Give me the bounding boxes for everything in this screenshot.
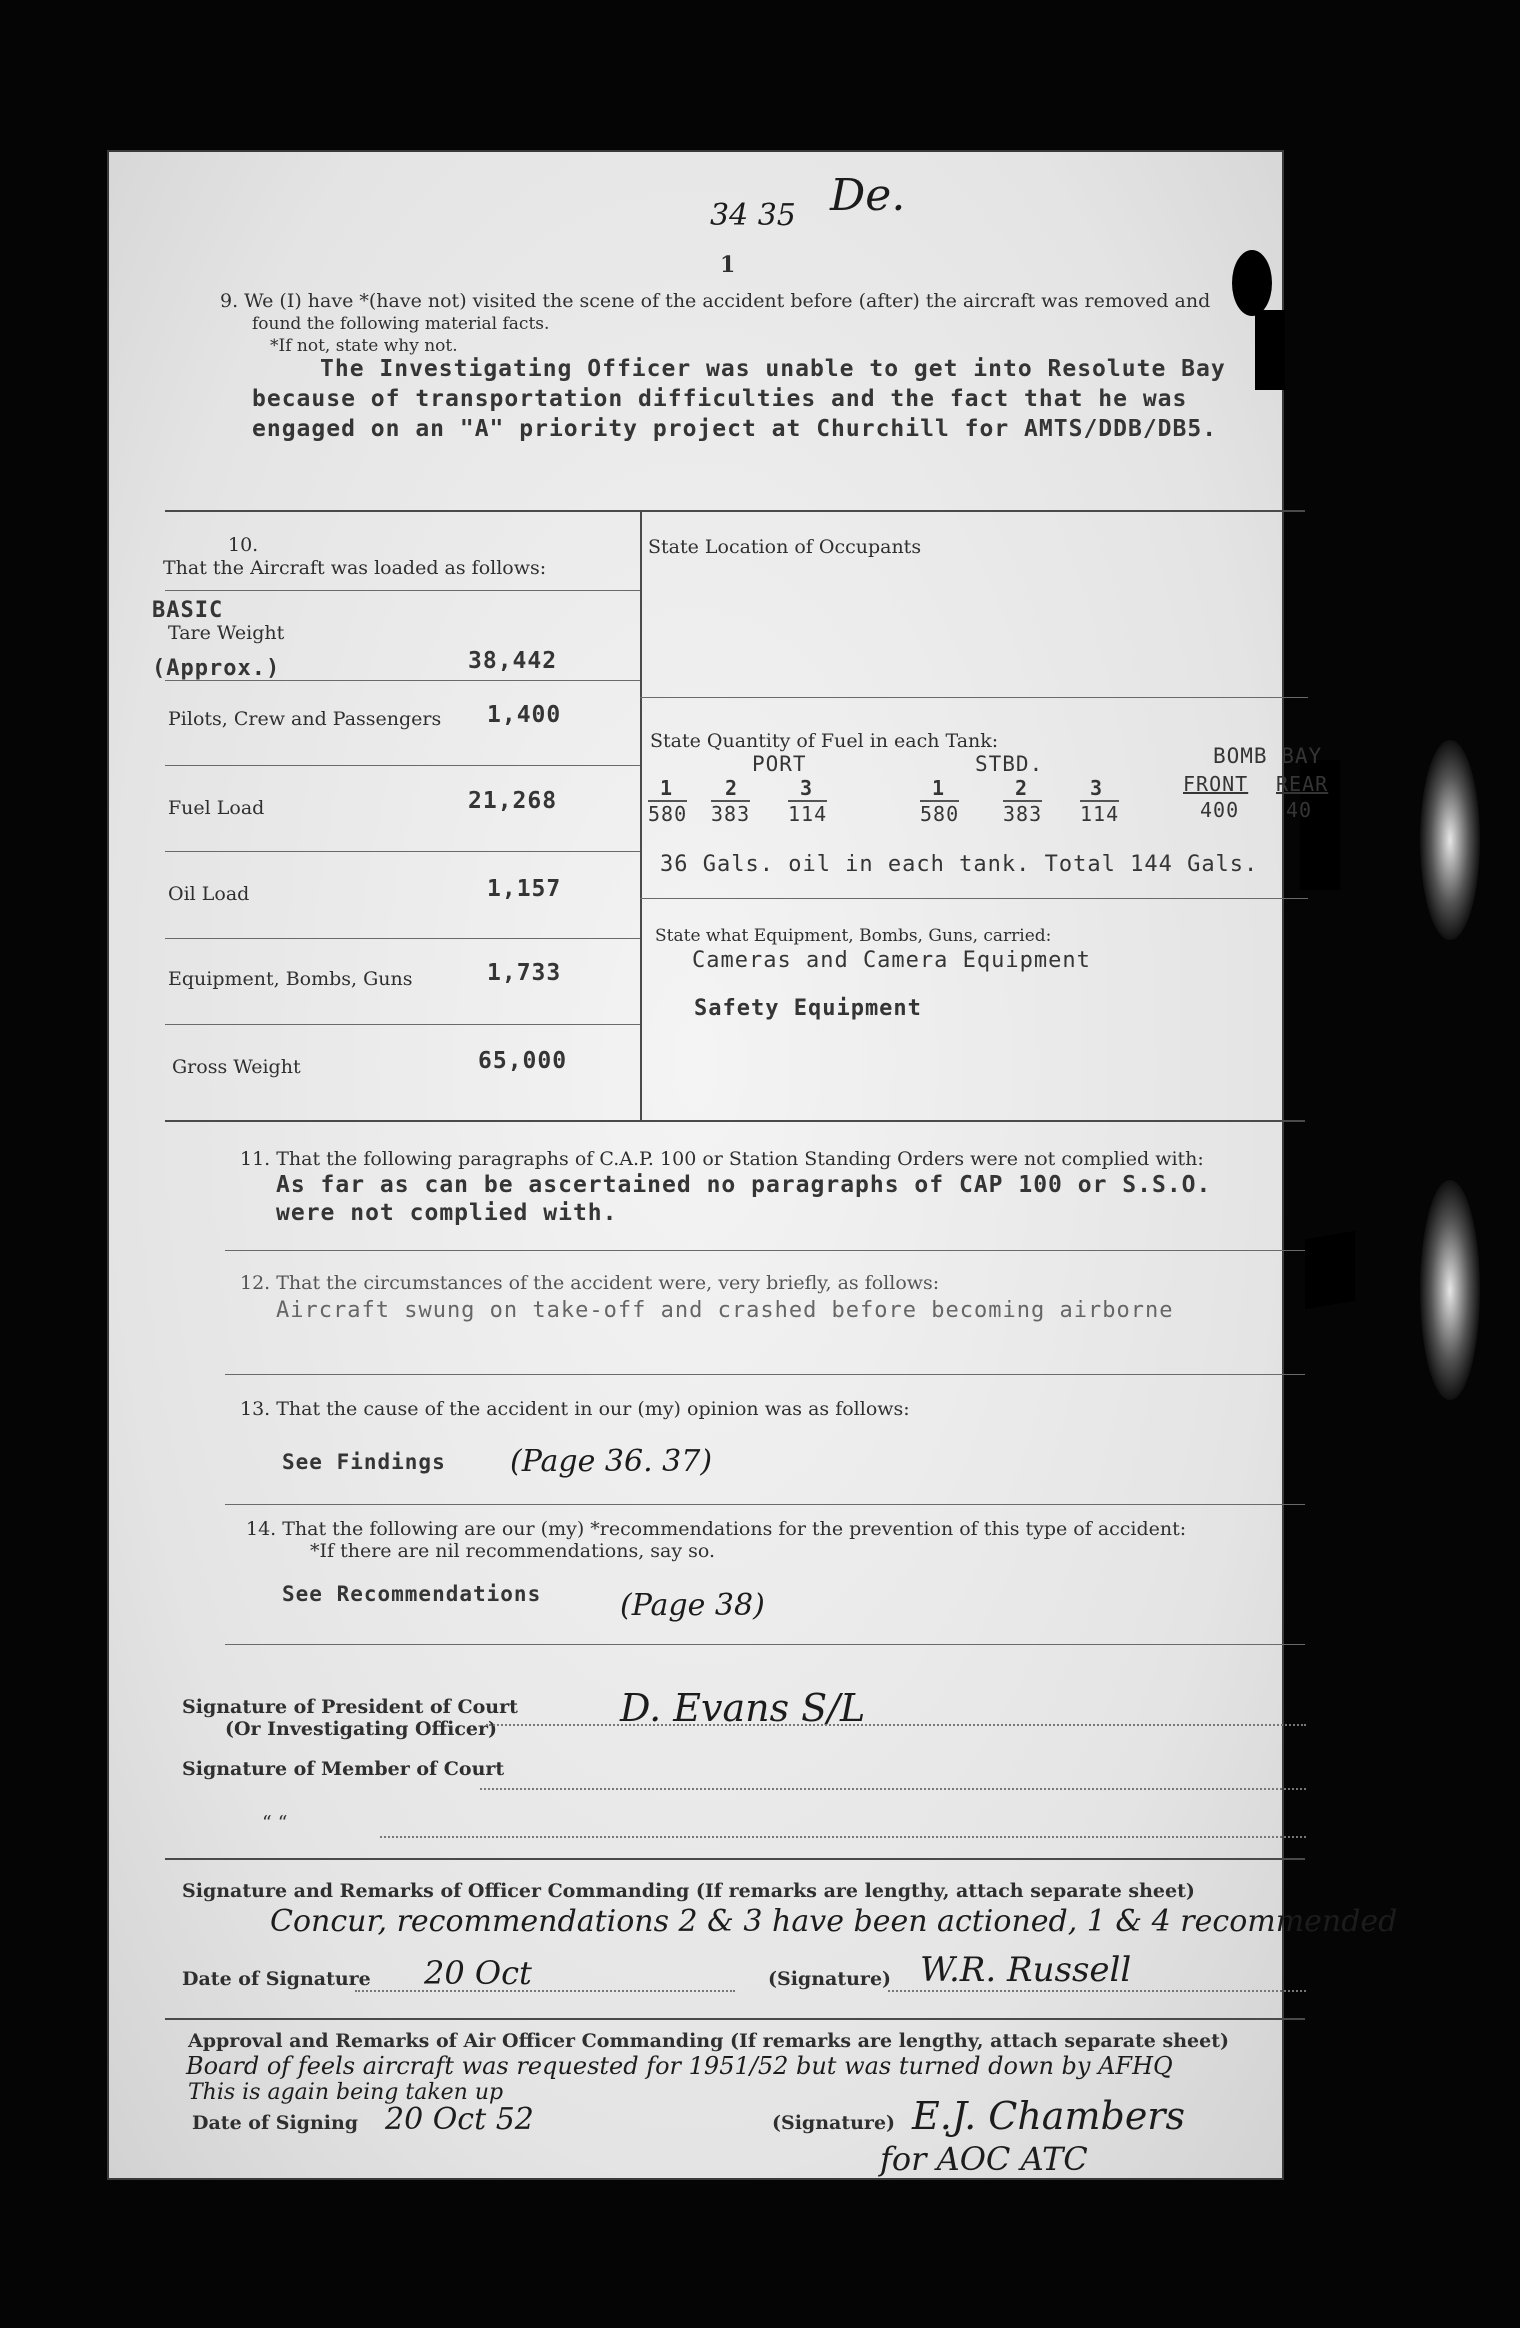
- sig-line: [888, 1990, 1306, 1992]
- aoc-signature: E.J. Chambers: [912, 2094, 1185, 2138]
- aoc-remark-1: Board of feels aircraft was requested for 1951/52 but was turned down by AFHQ: [186, 2052, 1173, 2080]
- s10-heading: That the Aircraft was loaded as follows:: [163, 557, 547, 579]
- row-line: [165, 938, 640, 939]
- oil-load-value: 1,157: [487, 876, 562, 902]
- tank-value: 114: [1080, 802, 1120, 826]
- sig-line: [380, 1836, 1306, 1838]
- page-mark: 1: [720, 252, 736, 278]
- oc-signature: W.R. Russell: [920, 1950, 1132, 1990]
- page-note: 34 35: [710, 198, 796, 233]
- divider: [225, 1374, 1305, 1375]
- president-sig-sub: (Or Investigating Officer): [225, 1718, 498, 1740]
- s14-text: 14. That the following are our (my) *recommendations for the prevention of this type of accident:: [246, 1518, 1187, 1540]
- tank-number: 3: [800, 776, 814, 800]
- bomb-rear-label: REAR: [1276, 772, 1329, 796]
- fuel-quantity-label: State Quantity of Fuel in each Tank:: [650, 730, 999, 752]
- president-signature: D. Evans S/L: [620, 1686, 866, 1730]
- crew-label: Pilots, Crew and Passengers: [168, 708, 442, 730]
- row-line: [165, 680, 640, 681]
- s13-text: 13. That the cause of the accident in our (my) opinion was as follows:: [240, 1398, 910, 1420]
- ditto-marks: “ “: [262, 1812, 288, 1834]
- fuel-load-value: 21,268: [468, 788, 558, 814]
- president-sig-label: Signature of President of Court: [182, 1696, 518, 1718]
- s11-text: 11. That the following paragraphs of C.A.P. 100 or Station Standing Orders were not complied with:: [240, 1148, 1204, 1170]
- torn-edge: [1305, 1231, 1355, 1310]
- column-divider: [640, 510, 642, 1120]
- bomb-front-value: 400: [1200, 798, 1240, 822]
- member-sig-label: Signature of Member of Court: [182, 1758, 505, 1780]
- light-glare: [1420, 1180, 1480, 1400]
- date-sig-value: 20 Oct: [424, 1954, 532, 1992]
- s13-typed: See Findings: [282, 1450, 446, 1474]
- tank-value: 383: [1003, 802, 1043, 826]
- s9-note: *If not, state why not.: [270, 336, 458, 356]
- row-line: [165, 765, 640, 766]
- equipment-value: 1,733: [487, 960, 562, 986]
- row-line: [165, 590, 640, 591]
- divider: [165, 1858, 1305, 1860]
- s14-typed: See Recommendations: [282, 1582, 542, 1606]
- aoc-signature-sub: for AOC ATC: [880, 2140, 1088, 2178]
- row-line: [640, 697, 1308, 698]
- tank-number: 3: [1090, 776, 1104, 800]
- oc-label: Signature and Remarks of Officer Commanding (If remarks are lengthy, attach separate sheet): [182, 1880, 1195, 1902]
- tank-value: 580: [920, 802, 960, 826]
- s13-hand: (Page 36. 37): [510, 1444, 713, 1479]
- sig-line: [355, 1990, 735, 1992]
- s9-typed-3: engaged on an "A" priority project at Churchill for AMTS/DDB/DB5.: [252, 416, 1218, 442]
- row-line: [165, 851, 640, 852]
- approx-suffix: (Approx.): [152, 656, 281, 681]
- aoc-remark-2: This is again being taken up: [188, 2080, 504, 2105]
- equipment-label: Equipment, Bombs, Guns: [168, 968, 413, 990]
- date-signing-label: Date of Signing: [192, 2112, 359, 2134]
- fuel-load-label: Fuel Load: [168, 797, 265, 819]
- equipment-item-2: Safety Equipment: [694, 996, 922, 1021]
- aoc-signature-label: (Signature): [772, 2112, 896, 2134]
- stbd-label: STBD.: [975, 752, 1044, 776]
- divider: [165, 1120, 1305, 1122]
- tank-number: 2: [725, 776, 739, 800]
- basic-prefix: BASIC: [152, 598, 224, 623]
- bomb-front-label: FRONT: [1183, 772, 1249, 796]
- sig-line: [486, 1724, 1306, 1726]
- port-label: PORT: [752, 752, 807, 776]
- equipment-carried-label: State what Equipment, Bombs, Guns, carried:: [655, 926, 1052, 946]
- s9-line2: found the following material facts.: [252, 314, 550, 334]
- gross-weight-value: 65,000: [478, 1048, 568, 1074]
- s9-line1: 9. We (I) have *(have not) visited the scene of the accident before (after) the aircraft was removed and: [220, 290, 1211, 312]
- sig-line: [480, 1788, 1306, 1790]
- page-scribble: De.: [830, 170, 906, 221]
- s11-typed-1: As far as can be ascertained no paragraphs of CAP 100 or S.S.O.: [276, 1172, 1212, 1198]
- s12-text: 12. That the circumstances of the accident were, very briefly, as follows:: [240, 1272, 940, 1294]
- equipment-item-1: Cameras and Camera Equipment: [692, 948, 1091, 973]
- row-line: [640, 898, 1308, 899]
- s10-number: 10.: [228, 534, 259, 556]
- tank-number: 2: [1015, 776, 1029, 800]
- row-line: [165, 1024, 640, 1025]
- bomb-bay-label: BOMB BAY: [1213, 744, 1323, 768]
- torn-edge: [1255, 310, 1285, 390]
- divider: [225, 1504, 1305, 1505]
- tank-value: 580: [648, 802, 688, 826]
- s12-typed: Aircraft swung on take-off and crashed before becoming airborne: [276, 1298, 1174, 1323]
- s11-typed-2: were not complied with.: [276, 1200, 618, 1226]
- divider: [225, 1250, 1305, 1251]
- s14-note: *If there are nil recommendations, say so.: [310, 1540, 716, 1562]
- aoc-label: Approval and Remarks of Air Officer Commanding (If remarks are lengthy, attach separate sheet): [188, 2030, 1229, 2052]
- tank-value: 114: [788, 802, 828, 826]
- gross-weight-label: Gross Weight: [172, 1056, 301, 1078]
- tare-weight-label: Tare Weight: [168, 622, 285, 644]
- tank-value: 383: [711, 802, 751, 826]
- s9-typed-1: The Investigating Officer was unable to get into Resolute Bay: [320, 356, 1226, 382]
- divider: [165, 2018, 1305, 2020]
- divider: [225, 1644, 1305, 1645]
- divider: [165, 510, 1305, 512]
- oil-note: 36 Gals. oil in each tank. Total 144 Gals.: [660, 852, 1259, 877]
- oil-load-label: Oil Load: [168, 883, 250, 905]
- oc-signature-label: (Signature): [768, 1968, 892, 1990]
- date-signing-value: 20 Oct 52: [385, 2102, 534, 2137]
- oc-remark: Concur, recommendations 2 & 3 have been actioned, 1 & 4 recommended: [270, 1904, 1398, 1939]
- tank-number: 1: [660, 776, 674, 800]
- tank-number: 1: [932, 776, 946, 800]
- s9-typed-2: because of transportation difficulties and the fact that he was: [252, 386, 1188, 412]
- tare-weight-value: 38,442: [468, 648, 558, 674]
- occupants-label: State Location of Occupants: [648, 536, 922, 558]
- light-glare: [1420, 740, 1480, 940]
- bomb-rear-value: 40: [1286, 798, 1313, 822]
- crew-value: 1,400: [487, 702, 562, 728]
- date-sig-label: Date of Signature: [182, 1968, 371, 1990]
- s14-hand: (Page 38): [620, 1588, 765, 1623]
